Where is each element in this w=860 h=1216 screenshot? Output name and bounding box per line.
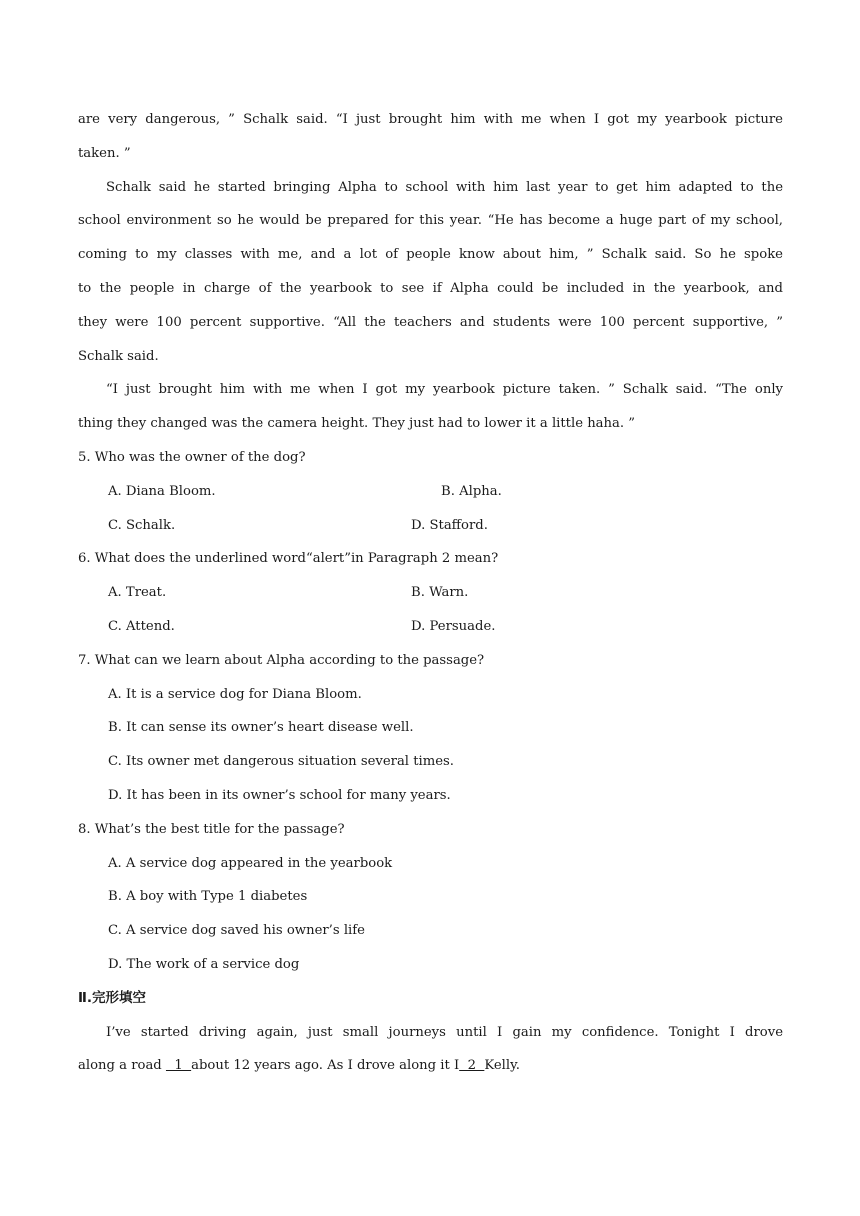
option-b: B. It can sense its owner’s heart disease well. [108,720,414,736]
option-d: D. It has been in its owner’s school for many years. [108,787,451,803]
option-d: D. Persuade. [411,618,496,634]
passage-line: Schalk said he started bringing Alpha to school with him last year to get him adapted to the [106,179,783,195]
passage-line: thing they changed was the camera height. They just had to lower it a little haha. ” [78,416,636,432]
option-b: B. A boy with Type 1 diabetes [108,889,308,905]
cloze-line [78,1049,783,1083]
question-stem: 8. What’s the best title for the passage? [78,821,345,837]
option-row [78,475,783,509]
passage-line: are very dangerous, ” Schalk said. “I just brought him with me when I got my yearbook picture [78,112,783,127]
option-a: A. It is a service dog for Diana Bloom. [108,686,362,702]
passage-line: school environment so he would be prepared for this year. “He has become a huge part of my school, [78,213,783,229]
cloze-line: I’ve started driving again, just small journeys until I gain my confidence. Tonight I drove [106,1024,783,1040]
option-c: C. Schalk. [108,517,176,533]
option-row [78,509,783,543]
section-heading: Ⅱ.完形填空 [78,989,147,1006]
cloze-text: along a road [78,1058,166,1074]
document-content [78,103,783,1083]
option-c: C. A service dog saved his owner’s life [108,923,365,939]
passage-line: coming to my classes with me, and a lot of people know about him, ” Schalk said. So he spoke [78,247,783,263]
option-c: C. Its owner met dangerous situation several times. [108,754,455,770]
passage-line: they were 100 percent supportive. “All the teachers and students were 100 percent supportive, ” [78,314,783,330]
option-row [78,576,783,610]
passage-line: to the people in charge of the yearbook to see if Alpha could be included in the yearbook, and [78,280,783,296]
cloze-text: about 12 years ago. As I drove along it I [191,1058,460,1074]
passage-line: taken. ” [78,145,131,161]
passage-line: “I just brought him with me when I got my yearbook picture taken. ” Schalk said. “The only [106,382,783,398]
option-a: A. A service dog appeared in the yearbook [108,855,393,871]
option-b: B. Alpha. [441,483,502,499]
cloze-text: Kelly. [484,1058,520,1074]
option-d: D. Stafford. [411,517,488,533]
option-d: D. The work of a service dog [108,956,300,972]
option-a: A. Treat. [108,585,167,601]
option-row [78,610,783,644]
question-stem: 7. What can we learn about Alpha according to the passage? [78,652,485,668]
question-stem: 5. Who was the owner of the dog? [78,449,306,465]
option-b: B. Warn. [411,585,469,601]
cloze-blank-1: 1 [165,1058,192,1074]
option-c: C. Attend. [108,618,175,634]
option-a: A. Diana Bloom. [108,483,216,499]
cloze-blank-2: 2 [459,1058,485,1074]
passage-line: Schalk said. [78,348,159,364]
question-stem: 6. What does the underlined word“alert”in Paragraph 2 mean? [78,551,499,567]
